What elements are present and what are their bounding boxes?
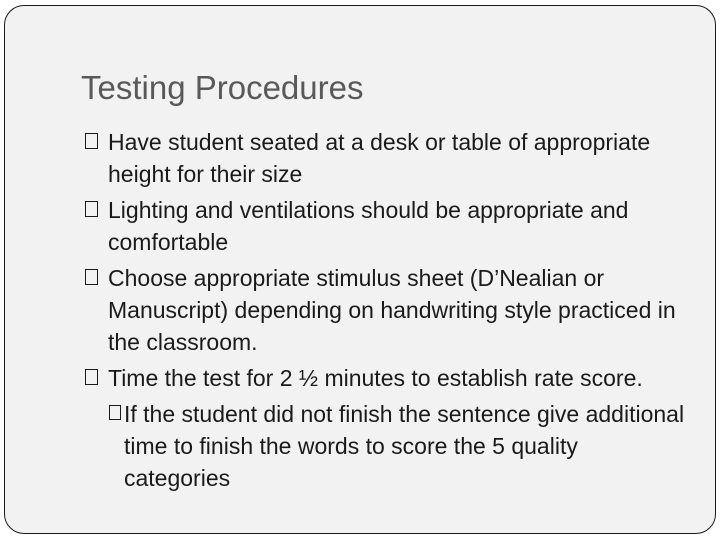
bullet-box-icon — [85, 133, 98, 149]
slide-frame — [4, 5, 716, 534]
sub-bullet-item — [103, 398, 689, 494]
bullet-box-icon — [85, 369, 98, 385]
bullet-item — [83, 194, 689, 258]
bullet-text: Time the test for 2 ½ minutes to establish rate score. — [108, 365, 643, 391]
bullet-list — [83, 126, 689, 498]
slide-title: Testing Procedures — [81, 69, 364, 106]
bullet-text: Lighting and ventilations should be appropriate and comfortable — [108, 197, 629, 255]
bullet-item — [83, 126, 689, 190]
bullet-item — [83, 362, 689, 394]
bullet-box-icon — [85, 269, 98, 285]
bullet-text: Choose appropriate stimulus sheet (D’Nealian or Manuscript) depending on handwriting style practiced in the classroom. — [108, 265, 676, 355]
bullet-text: Have student seated at a desk or table of appropriate height for their size — [108, 129, 651, 187]
bullet-box-icon — [85, 201, 98, 217]
bullet-box-icon — [109, 405, 121, 420]
bullet-item — [83, 262, 689, 358]
sub-bullet-text: If the student did not finish the sentence give additional time to finish the words to score the 5 quality categories — [124, 401, 685, 491]
